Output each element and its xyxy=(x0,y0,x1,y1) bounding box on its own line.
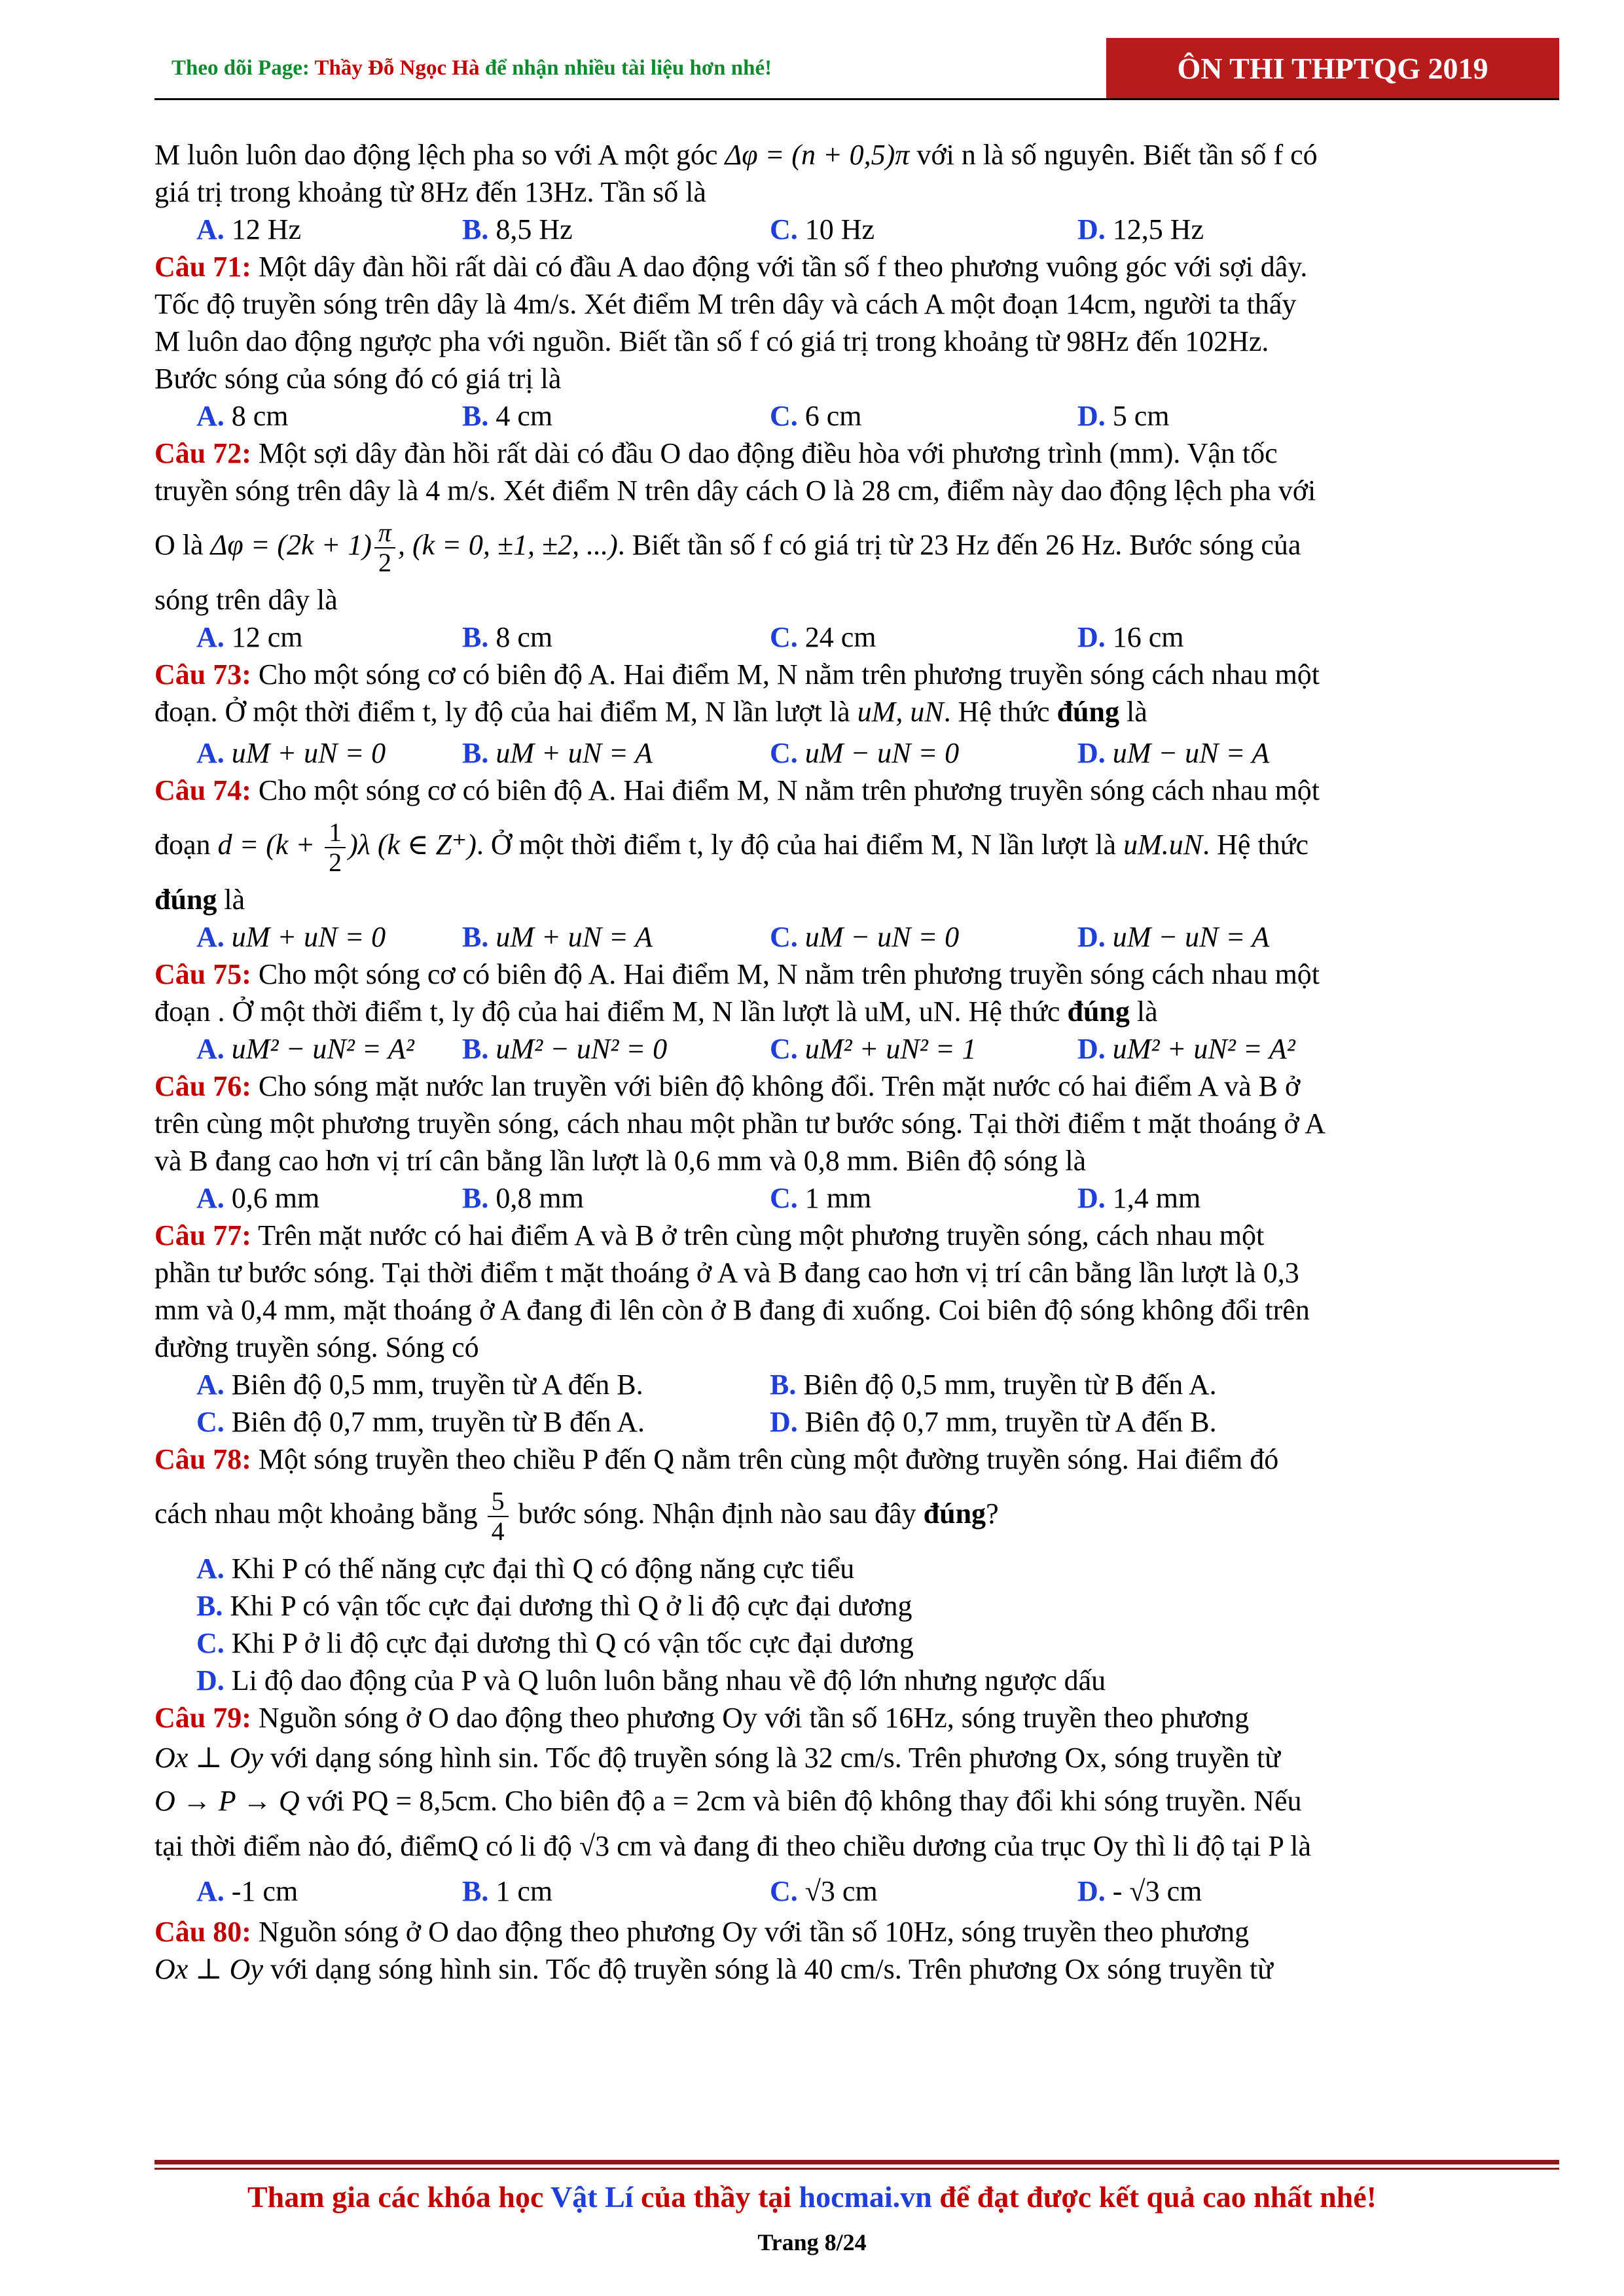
option-b[interactable]: B. 0,8 mm xyxy=(462,1182,584,1214)
option-b[interactable]: B. 1 cm xyxy=(462,1875,553,1907)
option-c[interactable]: C. √3 cm xyxy=(770,1875,878,1907)
option-c[interactable]: C. 6 cm xyxy=(770,400,862,432)
fraction: $\frac{5}{4}$ xyxy=(488,1487,509,1546)
option-b[interactable]: B. 8 cm xyxy=(462,621,553,653)
question-label: Câu 71: xyxy=(154,251,251,283)
q77-options-cd xyxy=(154,1403,1559,1441)
option-c[interactable]: C. 1 mm xyxy=(770,1182,872,1214)
page-number: Trang 8/24 xyxy=(757,2229,867,2255)
option-c[interactable]: C. 24 cm xyxy=(770,621,876,653)
option-a[interactable]: A. 12 cm xyxy=(196,621,303,653)
q71-line-4: Bước sóng của sóng đó có giá trị là xyxy=(154,363,562,395)
q73-options xyxy=(154,734,1559,772)
q71-line-2: Tốc độ truyền sóng trên dây là 4m/s. Xét điểm M trên dây và cách A một đoạn 14cm, người ta thấy xyxy=(154,288,1297,320)
header-teacher-name[interactable]: Thầy Đỗ Ngọc Hà xyxy=(314,56,480,80)
option-b[interactable]: B. Khi P có vận tốc cực đại dương thì Q ở li độ cực đại dương xyxy=(196,1590,912,1622)
q74-line-1: Câu 74: Cho một sóng cơ có biên độ A. Hai điểm M, N nằm trên phương truyền sóng cách nhau một xyxy=(154,774,1320,806)
option-b[interactable]: B. 4 cm xyxy=(462,400,553,432)
q77-line-3: mm và 0,4 mm, mặt thoáng ở A đang đi lên còn ở B đang đi xuống. Coi biên độ sóng không đổi trên xyxy=(154,1294,1310,1326)
option-c[interactable]: C. uM − uN = 0 xyxy=(770,921,960,953)
q74-line-2: đoạn d = (k + $\frac{1}{2}$ )λ (k ∈ Z⁺). Ở một thời điểm t, ly độ của hai điểm M, N lần lượt là uM.uN. Hệ thức xyxy=(154,817,1308,877)
fraction: $\frac{\pi}{2}$ xyxy=(374,518,395,577)
q72-line-4: sóng trên dây là xyxy=(154,584,338,616)
q74-line-3: đúng là xyxy=(154,884,245,916)
q79-line-4: tại thời điểm nào đó, điểmQ có li độ √3 cm và đang đi theo chiều dương của trục Oy thì li độ tại P là xyxy=(154,1830,1311,1862)
header-follow-text xyxy=(171,56,772,81)
q79-line-2: Ox ⊥ Oy với dạng sóng hình sin. Tốc độ truyền sóng là 32 cm/s. Trên phương Ox, sóng truyền từ xyxy=(154,1742,1280,1774)
q71-line-3: M luôn dao động ngược pha với nguồn. Biết tần số f có giá trị trong khoảng từ 98Hz đến 102Hz. xyxy=(154,325,1269,357)
option-a[interactable]: A. 12 Hz xyxy=(196,213,302,245)
header-title-box xyxy=(1106,38,1559,98)
q75-options xyxy=(154,1030,1559,1067)
header-suffix: để nhận nhiều tài liệu hơn nhé! xyxy=(479,56,772,80)
option-d[interactable]: D. Biên độ 0,7 mm, truyền từ A đến B. xyxy=(770,1406,1217,1438)
question-label: Câu 74: xyxy=(154,774,251,806)
q73-line-2: đoạn. Ở một thời điểm t, ly độ của hai điểm M, N lần lượt là uM, uN. Hệ thức đúng là xyxy=(154,696,1147,728)
option-a[interactable]: A. uM + uN = 0 xyxy=(196,921,386,953)
q72-line-3: O là Δφ = (2k + 1) $\frac{\pi}{2}$ , (k = 0, ±1, ±2, ...). Biết tần số f có giá trị từ 23 Hz đến 26 Hz. Bước sóng của xyxy=(154,517,1301,577)
q72-line-1: Câu 72: Một sợi dây đàn hồi rất dài có đầu O dao động điều hòa với phương trình (mm). Vận tốc xyxy=(154,437,1278,469)
q76-line-3: và B đang cao hơn vị trí cân bằng lần lượt là 0,6 mm và 0,8 mm. Biên độ sóng là xyxy=(154,1145,1087,1177)
question-label: Câu 72: xyxy=(154,437,251,469)
q75-line-1: Câu 75: Cho một sóng cơ có biên độ A. Hai điểm M, N nằm trên phương truyền sóng cách nhau một xyxy=(154,958,1320,990)
q79-line-1: Câu 79: Nguồn sóng ở O dao động theo phương Oy với tần số 16Hz, sóng truyền theo phương xyxy=(154,1702,1250,1734)
question-label: Câu 76: xyxy=(154,1070,251,1102)
fraction: $\frac{1}{2}$ xyxy=(325,818,346,877)
q76-line-1: Câu 76: Cho sóng mặt nước lan truyền với biên độ không đổi. Trên mặt nước có hai điểm A và B ở xyxy=(154,1070,1301,1102)
question-label: Câu 73: xyxy=(154,658,251,691)
option-d[interactable]: D. uM − uN = A xyxy=(1077,737,1270,769)
question-label: Câu 75: xyxy=(154,958,251,990)
header-title: ÔN THI THPTQG 2019 xyxy=(1177,51,1489,85)
q72-options xyxy=(154,619,1559,656)
q73-line-1: Câu 73: Cho một sóng cơ có biên độ A. Hai điểm M, N nằm trên phương truyền sóng cách nhau một xyxy=(154,658,1320,691)
option-a[interactable]: A. uM + uN = 0 xyxy=(196,737,386,769)
option-b[interactable]: B. uM² − uN² = 0 xyxy=(462,1033,668,1065)
question-label: Câu 80: xyxy=(154,1916,251,1948)
footer-promo: Tham gia các khóa học Vật Lí của thầy tại hocmai.vn để đạt được kết quả cao nhất nhé! xyxy=(247,2180,1377,2214)
intro-line-1: M luôn luôn dao động lệch pha so với A một góc Δφ = (n + 0,5)π với n là số nguyên. Biết tần số f có xyxy=(154,139,1318,171)
option-b[interactable]: B. Biên độ 0,5 mm, truyền từ B đến A. xyxy=(770,1369,1217,1401)
q77-line-2: phần tư bước sóng. Tại thời điểm t mặt thoáng ở A và B đang cao hơn vị trí cân bằng lần lượt là 0,3 xyxy=(154,1257,1299,1289)
q78-line-1: Câu 78: Một sóng truyền theo chiều P đến Q nằm trên cùng một đường truyền sóng. Hai điểm đó xyxy=(154,1443,1279,1475)
option-c[interactable]: C. uM² + uN² = 1 xyxy=(770,1033,977,1065)
q76-options xyxy=(154,1179,1559,1217)
option-a[interactable]: A. Biên độ 0,5 mm, truyền từ A đến B. xyxy=(196,1369,643,1401)
option-b[interactable]: B. 8,5 Hz xyxy=(462,213,573,245)
option-d[interactable]: D. 1,4 mm xyxy=(1077,1182,1201,1214)
option-d[interactable]: D. 16 cm xyxy=(1077,621,1184,653)
option-c[interactable]: C. Biên độ 0,7 mm, truyền từ B đến A. xyxy=(196,1406,645,1438)
q72-line-2: truyền sóng trên dây là 4 m/s. Xét điểm N trên dây cách O là 28 cm, điểm này dao động lệch pha với xyxy=(154,475,1316,507)
subject-link[interactable]: Vật Lí xyxy=(550,2180,634,2214)
option-d[interactable]: D. uM − uN = A xyxy=(1077,921,1270,953)
q80-line-2: Ox ⊥ Oy với dạng sóng hình sin. Tốc độ truyền sóng là 40 cm/s. Trên phương Ox sóng truyền từ xyxy=(154,1953,1273,1985)
option-a[interactable]: A. -1 cm xyxy=(196,1875,298,1907)
q76-line-2: trên cùng một phương truyền sóng, cách nhau một phần tư bước sóng. Tại thời điểm t mặt thoáng ở A xyxy=(154,1107,1326,1139)
footer-divider-thin xyxy=(154,2168,1559,2170)
q71-options xyxy=(154,397,1559,435)
q77-options-ab xyxy=(154,1366,1559,1403)
option-d[interactable]: D. - √3 cm xyxy=(1077,1875,1202,1907)
hocmai-link[interactable]: hocmai.vn xyxy=(799,2180,932,2214)
document-body xyxy=(154,136,1559,1988)
question-label: Câu 77: xyxy=(154,1219,251,1251)
option-d[interactable]: D. Li độ dao động của P và Q luôn luôn bằng nhau về độ lớn nhưng ngược dấu xyxy=(196,1664,1106,1696)
option-b[interactable]: B. uM + uN = A xyxy=(462,921,653,953)
q78-line-2: cách nhau một khoảng bằng $\frac{5}{4}$ bước sóng. Nhận định nào sau đây đúng? xyxy=(154,1486,999,1546)
q75-line-2: đoạn . Ở một thời điểm t, ly độ của hai điểm M, N lần lượt là uM, uN. Hệ thức đúng là xyxy=(154,996,1158,1028)
option-b[interactable]: B. uM + uN = A xyxy=(462,737,653,769)
option-c[interactable]: C. uM − uN = 0 xyxy=(770,737,960,769)
option-d[interactable]: D. 12,5 Hz xyxy=(1077,213,1204,245)
option-a[interactable]: A. uM² − uN² = A² xyxy=(196,1033,414,1065)
option-a[interactable]: A. 8 cm xyxy=(196,400,289,432)
option-a[interactable]: A. 0,6 mm xyxy=(196,1182,320,1214)
intro-line-2: giá trị trong khoảng từ 8Hz đến 13Hz. Tần số là xyxy=(154,176,706,208)
q71-line-1: Câu 71: Một dây đàn hồi rất dài có đầu A dao động với tần số f theo phương vuông góc với sợi dây. xyxy=(154,251,1308,283)
option-a[interactable]: A. Khi P có thế năng cực đại thì Q có động năng cực tiểu xyxy=(196,1552,855,1585)
phase-formula: Δφ = (2k + 1) xyxy=(210,529,372,561)
q77-line-4: đường truyền sóng. Sóng có xyxy=(154,1331,479,1363)
footer-divider-thick xyxy=(154,2160,1559,2164)
option-c[interactable]: C. Khi P ở li độ cực đại dương thì Q có vận tốc cực đại dương xyxy=(196,1627,914,1659)
option-d[interactable]: D. uM² + uN² = A² xyxy=(1077,1033,1295,1065)
q80-line-1: Câu 80: Nguồn sóng ở O dao động theo phương Oy với tần số 10Hz, sóng truyền theo phương xyxy=(154,1916,1250,1948)
q77-line-1: Câu 77: Trên mặt nước có hai điểm A và B ở trên cùng một phương truyền sóng, cách nhau một xyxy=(154,1219,1265,1251)
header-divider xyxy=(154,98,1559,100)
phase-formula: Δφ = (n + 0,5)π xyxy=(725,139,910,171)
q79-line-3: O → P → Q với PQ = 8,5cm. Cho biên độ a = 2cm và biên độ không thay đổi khi sóng truyền. Nếu xyxy=(154,1785,1302,1817)
question-label: Câu 79: xyxy=(154,1702,251,1734)
q79-options xyxy=(154,1870,1559,1913)
option-d[interactable]: D. 5 cm xyxy=(1077,400,1170,432)
q74-options xyxy=(154,918,1559,956)
header-prefix: Theo dõi Page: xyxy=(171,56,315,80)
option-c[interactable]: C. 10 Hz xyxy=(770,213,875,245)
question-label: Câu 78: xyxy=(154,1443,251,1475)
intro-options xyxy=(154,211,1559,248)
